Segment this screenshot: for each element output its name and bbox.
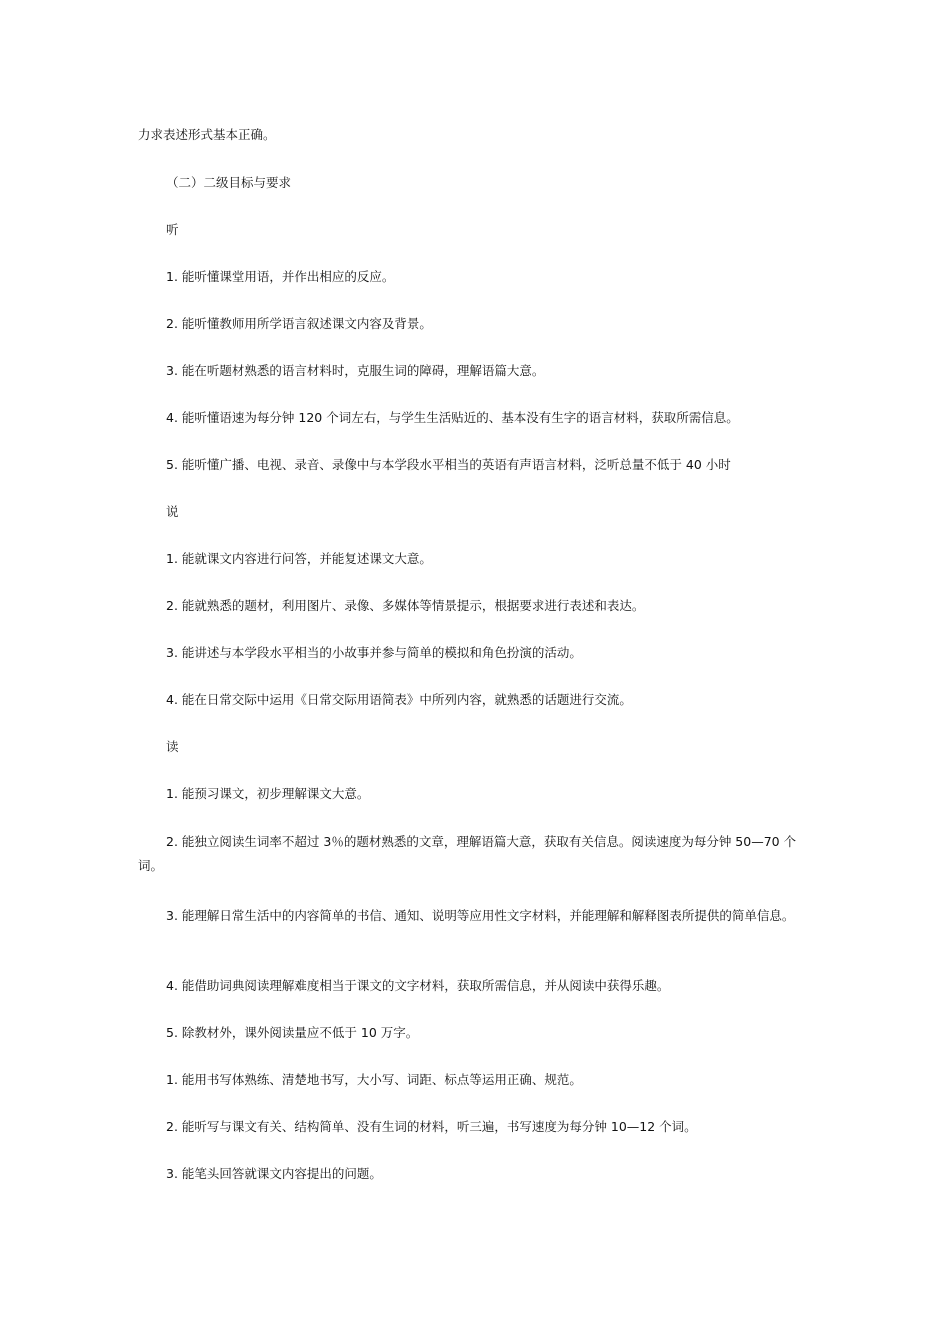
speaking-item: 2. 能就熟悉的题材，利用图片、录像、多媒体等情景提示，根据要求进行表述和表达。	[166, 598, 645, 613]
writing-item: 1. 能用书写体熟练、清楚地书写，大小写、词距、标点等运用正确、规范。	[166, 1072, 582, 1087]
listening-item: 2. 能听懂教师用所学语言叙述课文内容及背景。	[166, 316, 432, 331]
reading-item: 1. 能预习课文，初步理解课文大意。	[166, 786, 370, 801]
reading-item: 5. 除教材外，课外阅读量应不低于 10 万字。	[166, 1025, 419, 1040]
listening-heading: 听	[166, 222, 179, 237]
speaking-item: 1. 能就课文内容进行问答，并能复述课文大意。	[166, 551, 432, 566]
listening-item: 4. 能听懂语速为每分钟 120 个词左右，与学生生活贴近的、基本没有生字的语言材料，获取所需信息。	[166, 410, 739, 425]
listening-item: 5. 能听懂广播、电视、录音、录像中与本学段水平相当的英语有声语言材料，泛听总量不低于 40 小时	[166, 457, 731, 472]
listening-item: 3. 能在听题材熟悉的语言材料时，克服生词的障碍，理解语篇大意。	[166, 363, 545, 378]
speaking-heading: 说	[166, 504, 179, 519]
reading-item: 2. 能独立阅读生词率不超过 3％的题材熟悉的文章，理解语篇大意，获取有关信息。阅读速度为每分钟 50—70 个词。	[138, 834, 797, 873]
reading-item: 4. 能借助词典阅读理解难度相当于课文的文字材料，获取所需信息，并从阅读中获得乐趣。	[166, 978, 670, 993]
reading-heading: 读	[166, 739, 179, 754]
writing-item: 3. 能笔头回答就课文内容提出的问题。	[166, 1166, 382, 1181]
continuation-text: 力求表述形式基本正确。	[138, 127, 276, 142]
speaking-item: 4. 能在日常交际中运用《日常交际用语简表》中所列内容，就熟悉的话题进行交流。	[166, 692, 632, 707]
speaking-item: 3. 能讲述与本学段水平相当的小故事并参与简单的模拟和角色扮演的活动。	[166, 645, 582, 660]
section-heading: （二）二级目标与要求	[166, 175, 292, 190]
listening-item: 1. 能听懂课堂用语，并作出相应的反应。	[166, 269, 395, 284]
writing-item: 2. 能听写与课文有关、结构简单、没有生词的材料，听三遍，书写速度为每分钟 10—12 个词。	[166, 1119, 697, 1134]
reading-item: 3. 能理解日常生活中的内容简单的书信、通知、说明等应用性文字材料，并能理解和解释图表所提供的简单信息。	[166, 908, 795, 923]
